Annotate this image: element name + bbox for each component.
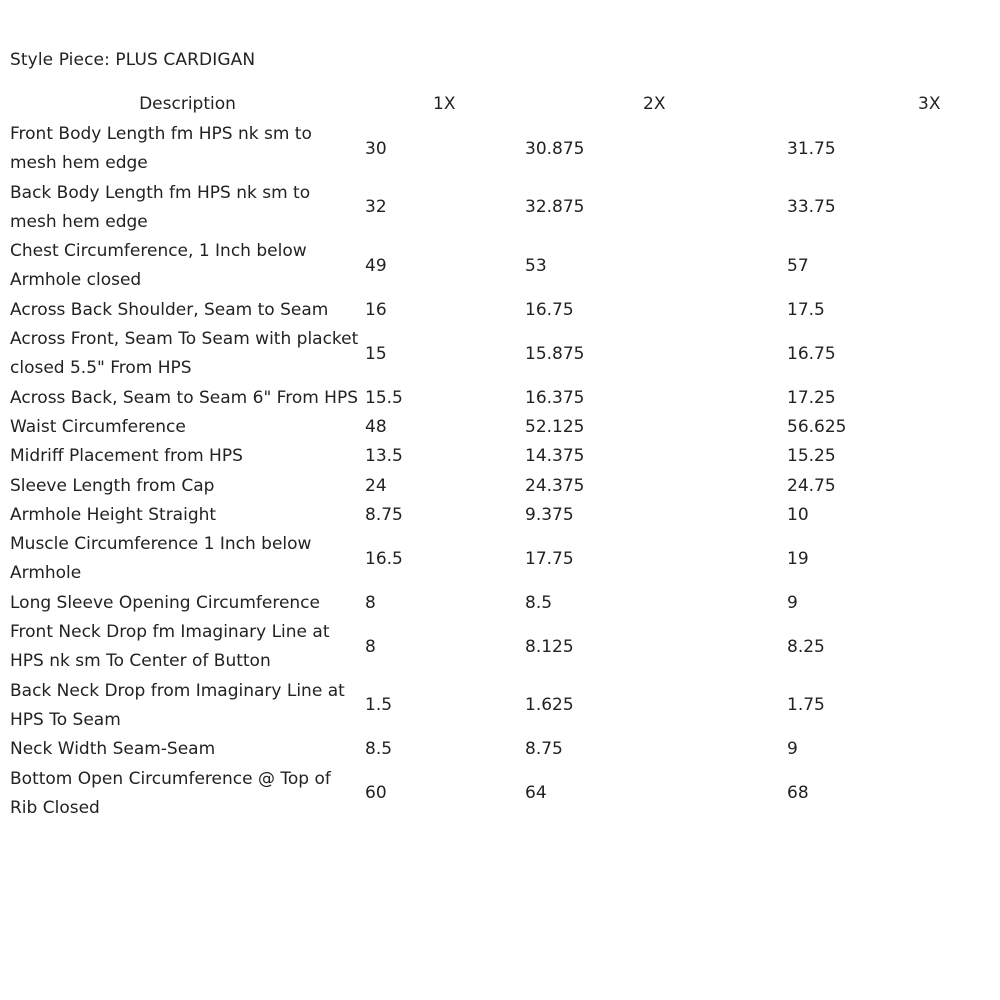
value-1x: 1.5 [365, 695, 393, 716]
value-3x: 15.25 [787, 446, 836, 467]
value-2x: 14.375 [525, 446, 585, 467]
table-row [10, 325, 990, 384]
value-2x: 1.625 [525, 695, 574, 716]
header-row [10, 88, 990, 120]
value-3x: 24.75 [787, 475, 836, 496]
measurement-description: Across Back, Seam to Seam 6" From HPS [10, 387, 359, 408]
table-row [10, 589, 990, 618]
value-1x: 8.75 [365, 504, 403, 525]
measurement-description: Midriff Placement from HPS [10, 446, 243, 467]
value-3x: 9 [787, 592, 798, 613]
value-3x: 19 [787, 548, 809, 569]
value-2x: 30.875 [525, 138, 585, 159]
table-row [10, 442, 990, 471]
measurement-description: Back Body Length fm HPS nk sm to mesh hem edge [10, 182, 311, 232]
value-1x: 16.5 [365, 548, 403, 569]
measurement-description: Waist Circumference [10, 416, 186, 437]
value-2x: 64 [525, 783, 547, 804]
table-row [10, 120, 990, 179]
value-1x: 15.5 [365, 387, 403, 408]
value-1x: 48 [365, 416, 387, 437]
value-1x: 8.5 [365, 739, 393, 760]
spec-table [10, 88, 990, 823]
value-3x: 9 [787, 739, 798, 760]
table-row [10, 472, 990, 501]
measurement-description: Front Neck Drop fm Imaginary Line at HPS nk sm To Center of Button [10, 622, 330, 672]
measurement-description: Across Front, Seam To Seam with placket closed 5.5" From HPS [10, 329, 359, 379]
value-1x: 8 [365, 636, 376, 657]
value-1x: 8 [365, 592, 376, 613]
value-3x: 31.75 [787, 138, 836, 159]
value-3x: 1.75 [787, 695, 825, 716]
table-row [10, 179, 990, 238]
header-size-2x: 2X [643, 93, 666, 114]
value-1x: 13.5 [365, 446, 403, 467]
value-1x: 32 [365, 197, 387, 218]
value-2x: 17.75 [525, 548, 574, 569]
style-piece-title: Style Piece: PLUS CARDIGAN [10, 50, 256, 70]
measurement-description: Sleeve Length from Cap [10, 475, 215, 496]
value-2x: 16.375 [525, 387, 585, 408]
table-row [10, 413, 990, 442]
table-row [10, 296, 990, 325]
value-3x: 33.75 [787, 197, 836, 218]
measurement-description: Armhole Height Straight [10, 504, 217, 525]
value-3x: 17.5 [787, 299, 825, 320]
measurement-description: Long Sleeve Opening Circumference [10, 592, 320, 613]
value-1x: 30 [365, 138, 387, 159]
measurement-description: Muscle Circumference 1 Inch below Armhole [10, 534, 312, 584]
value-2x: 8.125 [525, 636, 574, 657]
value-1x: 49 [365, 255, 387, 276]
table-row [10, 530, 990, 589]
spec-table-header [10, 88, 990, 120]
value-1x: 60 [365, 783, 387, 804]
value-3x: 57 [787, 255, 809, 276]
value-3x: 68 [787, 783, 809, 804]
value-3x: 17.25 [787, 387, 836, 408]
value-2x: 9.375 [525, 504, 574, 525]
value-2x: 32.875 [525, 197, 585, 218]
value-3x: 10 [787, 504, 809, 525]
table-row [10, 735, 990, 764]
table-row [10, 677, 990, 736]
value-2x: 24.375 [525, 475, 585, 496]
value-1x: 15 [365, 343, 387, 364]
value-2x: 8.75 [525, 739, 563, 760]
measurement-description: Chest Circumference, 1 Inch below Armhole closed [10, 241, 307, 291]
value-2x: 52.125 [525, 416, 585, 437]
table-row [10, 384, 990, 413]
value-2x: 16.75 [525, 299, 574, 320]
value-2x: 15.875 [525, 343, 585, 364]
table-row [10, 501, 990, 530]
table-row [10, 765, 990, 824]
value-2x: 8.5 [525, 592, 553, 613]
value-3x: 8.25 [787, 636, 825, 657]
value-1x: 24 [365, 475, 387, 496]
value-1x: 16 [365, 299, 387, 320]
table-row [10, 237, 990, 296]
measurement-description: Front Body Length fm HPS nk sm to mesh hem edge [10, 124, 312, 174]
header-description: Description [139, 93, 236, 114]
value-2x: 53 [525, 255, 547, 276]
spec-table-body [10, 120, 990, 823]
measurement-description: Bottom Open Circumference @ Top of Rib Closed [10, 768, 331, 818]
measurement-description: Back Neck Drop from Imaginary Line at HPS To Seam [10, 680, 345, 730]
value-3x: 16.75 [787, 343, 836, 364]
measurement-description: Across Back Shoulder, Seam to Seam [10, 299, 329, 320]
header-size-1x: 1X [433, 93, 456, 114]
value-3x: 56.625 [787, 416, 847, 437]
header-size-3x: 3X [918, 93, 941, 114]
measurement-description: Neck Width Seam-Seam [10, 739, 216, 760]
table-row [10, 618, 990, 677]
